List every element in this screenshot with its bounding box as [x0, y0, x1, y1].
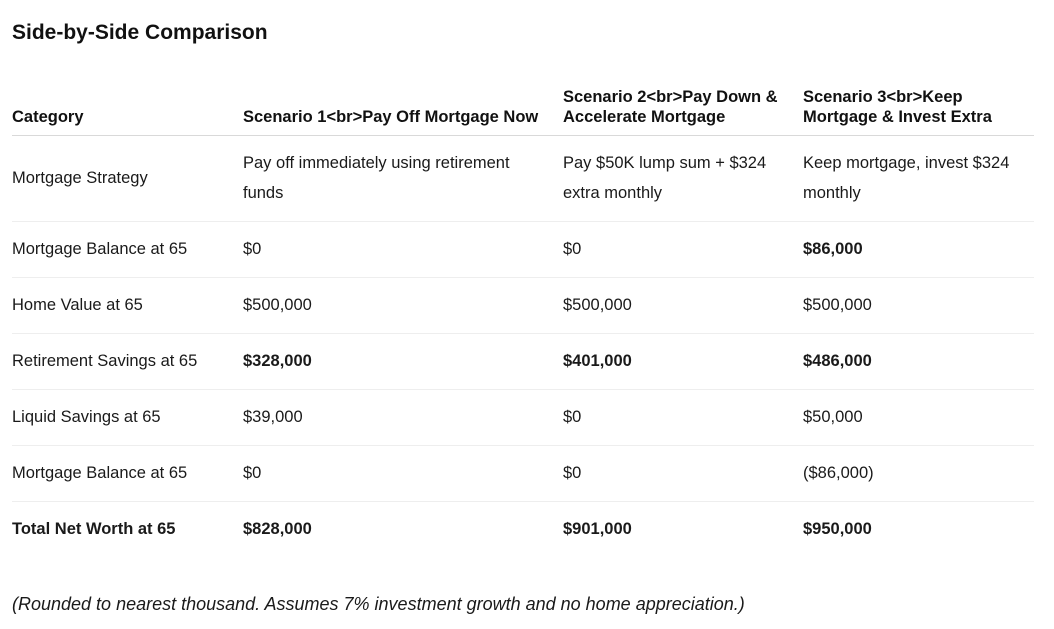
header-row: [12, 64, 1034, 135]
row-category: Home Value at 65: [12, 277, 243, 333]
cell-scenario-3: $486,000: [803, 333, 1034, 389]
cell-scenario-1: Pay off immediately using retirement funds: [243, 135, 563, 221]
page-title: Side-by-Side Comparison: [12, 21, 268, 44]
cell-scenario-3: $50,000: [803, 389, 1034, 445]
table-row: [12, 277, 1034, 333]
cell-scenario-2: $401,000: [563, 333, 803, 389]
table-header: [12, 64, 1034, 135]
row-category: Mortgage Strategy: [12, 135, 243, 221]
cell-scenario-2: $901,000: [563, 520, 632, 539]
cell-scenario-1: $328,000: [243, 333, 563, 389]
table-row: [12, 221, 1034, 277]
row-category: Liquid Savings at 65: [12, 389, 243, 445]
header-category: Category: [12, 64, 243, 135]
cell-scenario-1: $0: [243, 221, 563, 277]
footnote: (Rounded to nearest thousand. Assumes 7% investment growth and no home appreciation.): [12, 594, 745, 614]
row-category: Retirement Savings at 65: [12, 333, 243, 389]
cell-scenario-2: $0: [563, 445, 803, 501]
comparison-table: [12, 64, 1034, 557]
header-scenario-1: Scenario 1<br>Pay Off Mortgage Now: [243, 64, 563, 135]
cell-scenario-2: $0: [563, 389, 803, 445]
table-row: [12, 389, 1034, 445]
cell-scenario-3: $950,000: [803, 520, 872, 539]
cell-scenario-1: $39,000: [243, 389, 563, 445]
table-row: [12, 445, 1034, 501]
table-row: [12, 333, 1034, 389]
cell-scenario-2: $0: [563, 221, 803, 277]
row-category: Total Net Worth at 65: [12, 520, 176, 539]
table-row: [12, 135, 1034, 221]
cell-scenario-2: Pay $50K lump sum + $324 extra monthly: [563, 135, 803, 221]
cell-scenario-1: $828,000: [243, 520, 312, 539]
cell-scenario-3: ($86,000): [803, 445, 1034, 501]
cell-scenario-2: $500,000: [563, 277, 803, 333]
cell-scenario-3: $86,000: [803, 221, 1034, 277]
table-row-total: [12, 501, 1034, 557]
header-scenario-3: Scenario 3<br>Keep Mortgage & Invest Extra: [803, 64, 1034, 135]
header-scenario-2: Scenario 2<br>Pay Down & Accelerate Mortgage: [563, 64, 803, 135]
cell-scenario-3: Keep mortgage, invest $324 monthly: [803, 135, 1034, 221]
table-body: [12, 135, 1034, 557]
row-category: Mortgage Balance at 65: [12, 445, 243, 501]
cell-scenario-1: $500,000: [243, 277, 563, 333]
row-category: Mortgage Balance at 65: [12, 221, 243, 277]
cell-scenario-3: $500,000: [803, 277, 1034, 333]
cell-scenario-1: $0: [243, 445, 563, 501]
